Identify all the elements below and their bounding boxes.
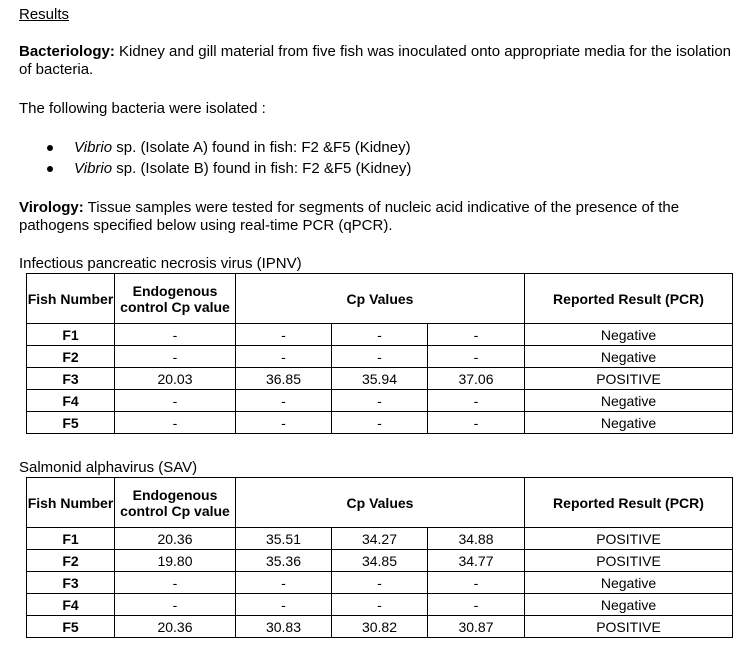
bacteria-genus: Vibrio <box>74 139 113 156</box>
virology-paragraph <box>19 199 735 235</box>
virology-label: Virology: <box>19 199 84 216</box>
cp-value-cell: - <box>236 572 332 594</box>
cp-value-cell: - <box>332 346 428 368</box>
cp-value-cell: - <box>428 324 525 346</box>
cp-value-cell: 37.06 <box>428 368 525 390</box>
result-cell: Negative <box>525 346 733 368</box>
cp-value-cell: - <box>428 390 525 412</box>
control-cp-cell: 19.80 <box>115 550 236 572</box>
bacteriology-text: Kidney and gill material from five fish was inoculated onto appropriate media for the isolation of bacteria. <box>19 43 732 78</box>
control-cp-cell: - <box>115 594 236 616</box>
sav-table-caption: Salmonid alphavirus (SAV) <box>19 459 198 476</box>
fish-number-cell: F1 <box>27 324 115 346</box>
bacteria-text: sp. (Isolate B) found in fish: F2 &F5 (Kidney) <box>112 160 412 177</box>
cp-value-cell: 34.88 <box>428 528 525 550</box>
control-cp-header: Endogenous control Cp value <box>115 478 236 528</box>
cp-value-cell: 30.83 <box>236 616 332 638</box>
cp-values-header: Cp Values <box>236 274 525 324</box>
table-row <box>27 324 733 346</box>
cp-value-cell: 34.27 <box>332 528 428 550</box>
control-cp-cell: - <box>115 324 236 346</box>
table-row <box>27 616 733 638</box>
table-header-row <box>27 478 733 528</box>
cp-value-cell: 35.51 <box>236 528 332 550</box>
cp-value-cell: - <box>332 594 428 616</box>
fish-number-header: Fish Number <box>27 478 115 528</box>
fish-number-cell: F3 <box>27 572 115 594</box>
control-cp-header: Endogenous control Cp value <box>115 274 236 324</box>
fish-number-cell: F3 <box>27 368 115 390</box>
cp-values-header: Cp Values <box>236 478 525 528</box>
ipnv-results-table <box>26 273 733 434</box>
fish-number-cell: F4 <box>27 594 115 616</box>
control-cp-cell: 20.36 <box>115 528 236 550</box>
result-cell: POSITIVE <box>525 550 733 572</box>
result-cell: Negative <box>525 572 733 594</box>
bullet-icon <box>47 166 53 172</box>
cp-value-cell: - <box>332 572 428 594</box>
cp-value-cell: 34.85 <box>332 550 428 572</box>
result-cell: Negative <box>525 324 733 346</box>
cp-value-cell: 35.36 <box>236 550 332 572</box>
cp-value-cell: - <box>428 346 525 368</box>
control-cp-cell: 20.36 <box>115 616 236 638</box>
cp-value-cell: 30.82 <box>332 616 428 638</box>
cp-value-cell: - <box>236 346 332 368</box>
table-row <box>27 572 733 594</box>
cp-value-cell: - <box>236 412 332 434</box>
table-header-row <box>27 274 733 324</box>
control-cp-cell: - <box>115 572 236 594</box>
cp-value-cell: - <box>236 324 332 346</box>
fish-number-cell: F4 <box>27 390 115 412</box>
bacteria-genus: Vibrio <box>74 160 113 177</box>
cp-value-cell: - <box>236 594 332 616</box>
control-cp-cell: 20.03 <box>115 368 236 390</box>
reported-result-header: Reported Result (PCR) <box>525 478 733 528</box>
table-row <box>27 594 733 616</box>
control-cp-cell: - <box>115 412 236 434</box>
table-row <box>27 368 733 390</box>
result-cell: Negative <box>525 412 733 434</box>
cp-value-cell: - <box>428 594 525 616</box>
cp-value-cell: - <box>236 390 332 412</box>
sav-results-table <box>26 477 733 638</box>
cp-value-cell: - <box>332 324 428 346</box>
results-heading: Results <box>19 6 70 23</box>
bacteriology-label: Bacteriology: <box>19 43 115 60</box>
result-cell: POSITIVE <box>525 528 733 550</box>
cp-value-cell: 36.85 <box>236 368 332 390</box>
cp-value-cell: 35.94 <box>332 368 428 390</box>
cp-value-cell: - <box>428 572 525 594</box>
virology-text: Tissue samples were tested for segments of nucleic acid indicative of the presence of the pathogens specified below using real-time PCR (qPCR). <box>19 199 680 234</box>
fish-number-cell: F2 <box>27 550 115 572</box>
result-cell: POSITIVE <box>525 616 733 638</box>
result-cell: POSITIVE <box>525 368 733 390</box>
table-row <box>27 390 733 412</box>
bacteria-list-item <box>19 158 719 179</box>
reported-result-header: Reported Result (PCR) <box>525 274 733 324</box>
table-row <box>27 528 733 550</box>
table-row <box>27 550 733 572</box>
fish-number-header: Fish Number <box>27 274 115 324</box>
cp-value-cell: 30.87 <box>428 616 525 638</box>
fish-number-cell: F1 <box>27 528 115 550</box>
table-row <box>27 412 733 434</box>
cp-value-cell: - <box>428 412 525 434</box>
cp-value-cell: - <box>332 390 428 412</box>
table-row <box>27 346 733 368</box>
result-cell: Negative <box>525 594 733 616</box>
bacteriology-paragraph <box>19 43 735 79</box>
control-cp-cell: - <box>115 346 236 368</box>
result-cell: Negative <box>525 390 733 412</box>
bacteria-text: sp. (Isolate A) found in fish: F2 &F5 (Kidney) <box>112 139 411 156</box>
bacteria-list-item <box>19 137 719 158</box>
ipnv-table-caption: Infectious pancreatic necrosis virus (IPNV) <box>19 255 302 272</box>
fish-number-cell: F5 <box>27 616 115 638</box>
bacteria-list <box>19 137 719 179</box>
cp-value-cell: 34.77 <box>428 550 525 572</box>
cp-value-cell: - <box>332 412 428 434</box>
control-cp-cell: - <box>115 390 236 412</box>
bacteria-intro: The following bacteria were isolated : <box>19 100 266 117</box>
fish-number-cell: F2 <box>27 346 115 368</box>
fish-number-cell: F5 <box>27 412 115 434</box>
bullet-icon <box>47 145 53 151</box>
